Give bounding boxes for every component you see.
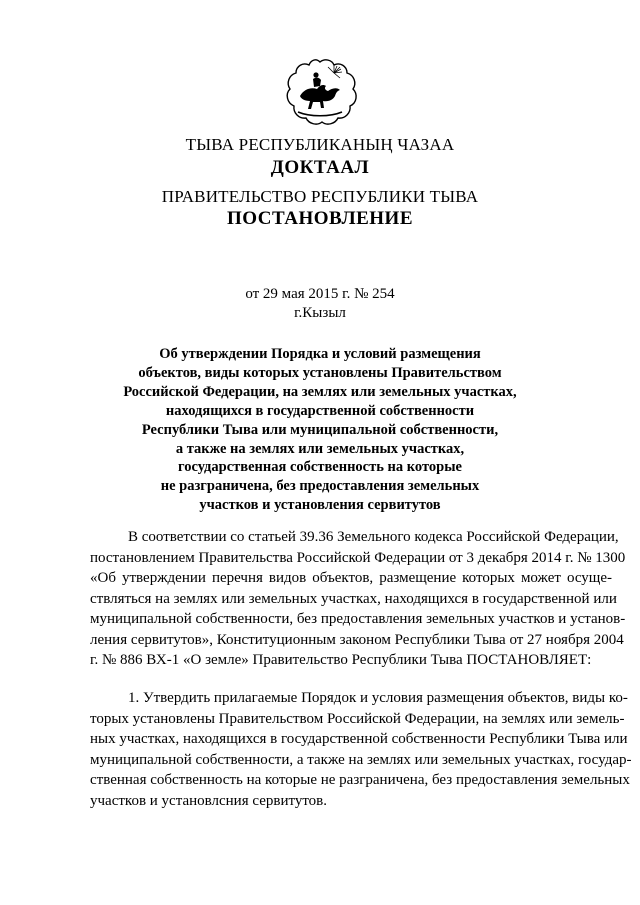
title-line: не разграничена, без предоставления земельных — [160, 478, 480, 495]
body-line: ных участках, находящихся в государственной собственности Республики Тыва или — [90, 731, 628, 747]
title-line: объектов, виды которых установлены Правительством — [138, 364, 502, 381]
body-line: ствляться на землях или земельных участках, находящихся в государственной или — [90, 590, 617, 607]
body-line: В соответствии со статьей 39.36 Земельного кодекса Российской Федерации, — [128, 529, 619, 545]
body-line: 1. Утвердить прилагаемые Порядок и условия размещения объектов, виды ко- — [128, 690, 628, 706]
document-title — [120, 345, 520, 515]
body-line: «Об утверждении перечня видов объектов, размещение которых может осуще- — [90, 570, 612, 586]
body-line: муниципальной собственности, без предоставления земельных участков и установ- — [90, 611, 626, 627]
ribbon-icon — [298, 112, 342, 116]
body-line: ственная собственность на которые не разграничена, без предоставления земельных — [90, 772, 630, 788]
preamble-paragraph — [90, 527, 626, 671]
header-postanovlenie: ПОСТАНОВЛЕНИЕ — [226, 208, 414, 229]
body-line: торых установлены Правительством Российской Федерации, на землях или земель- — [90, 710, 625, 727]
coat-of-arms-emblem — [280, 56, 360, 128]
document-city: г.Кызыл — [294, 305, 346, 321]
horse-rider-icon — [300, 72, 340, 109]
document-date: от 29 мая 2015 г. № 254 — [245, 286, 395, 302]
body-line: г. № 886 ВХ-1 «О земле» Правительство Республики Тыва ПОСТАНОВЛЯЕТ: — [90, 652, 592, 668]
body-line: участков и установлсния сервитутов. — [90, 792, 328, 809]
header-doktaal: ДОКТААЛ — [270, 157, 370, 178]
clause-1-paragraph — [90, 688, 632, 811]
title-line: находящихся в государственной собственности — [165, 402, 475, 419]
header-government: ПРАВИТЕЛЬСТВО РЕСПУБЛИКИ ТЫВА — [161, 187, 479, 206]
sun-rays-icon — [328, 65, 342, 78]
header-tyva-government: ТЫВА РЕСПУБЛИКАНЫҢ ЧАЗАА — [185, 135, 455, 154]
title-line: участков и установления сервитутов — [199, 497, 441, 514]
title-line: Республики Тыва или муниципальной собственности, — [141, 421, 499, 438]
title-line: а также на землях или земельных участках, — [175, 440, 465, 457]
body-line: ления сервитутов», Конституционным законом Республики Тыва от 27 ноября 2004 — [90, 631, 624, 648]
title-line: государственная собственность на которые — [178, 459, 462, 476]
body-line: постановлением Правительства Российской Федерации от 3 декабря 2014 г. № 1300 — [90, 549, 626, 566]
title-line: Об утверждении Порядка и условий размещения — [159, 346, 481, 362]
body-line: муниципальной собственности, а также на землях или земельных участках, государ- — [90, 751, 632, 768]
title-line: Российской Федерации, на землях или земельных участках, — [123, 383, 517, 400]
